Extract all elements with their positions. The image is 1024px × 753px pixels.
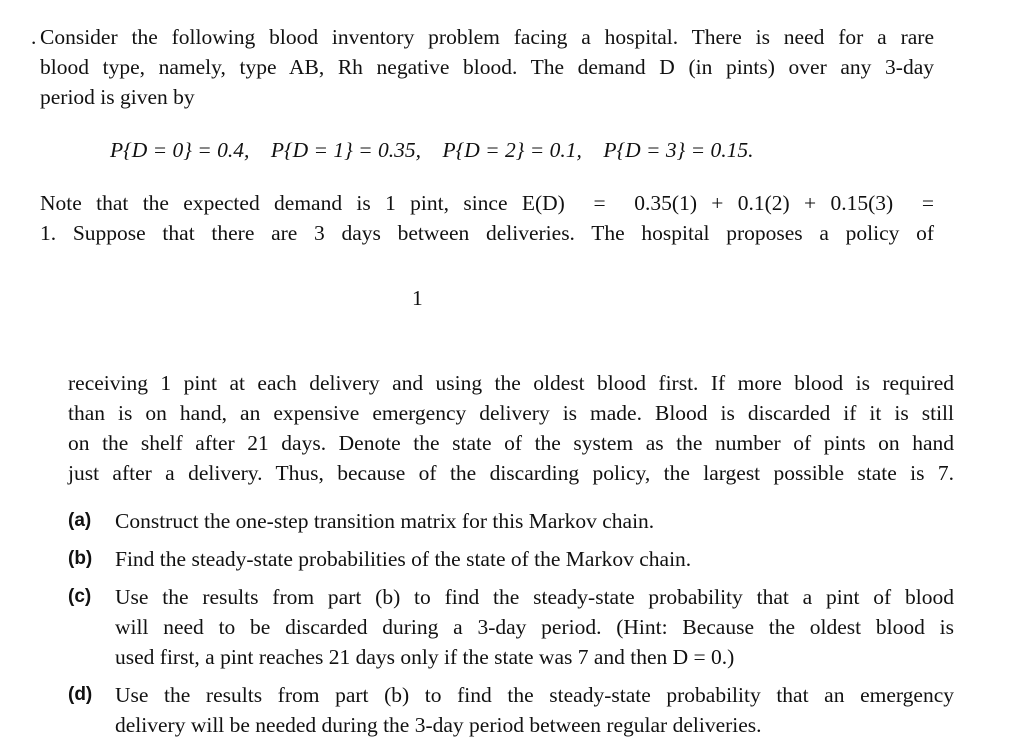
part-c-text: used first, a pint reaches 21 days only if the state was 7 and then D = 0.): [115, 645, 735, 669]
continuation-line: receiving 1 pint at each delivery and using the oldest blood first. If more blood is required: [68, 371, 954, 395]
part-c-text: Use the results from part (b) to find the steady-state probability that a pint of blood: [115, 585, 954, 609]
part-d-label: (d): [68, 684, 93, 705]
part-c-text: will need to be discarded during a 3-day period. (Hint: Because the oldest blood is: [115, 615, 954, 639]
part-d-text: delivery will be needed during the 3-day period between regular deliveries.: [115, 713, 762, 737]
part-c-label: (c): [68, 586, 92, 607]
part-d-text: Use the results from part (b) to find the steady-state probability that an emergency: [115, 683, 954, 707]
part-a-label: (a): [68, 510, 92, 531]
note-line: 1. Suppose that there are 3 days between deliveries. The hospital proposes a policy of: [40, 221, 934, 245]
part-b-text: Find the steady-state probabilities of the state of the Markov chain.: [115, 547, 692, 571]
intro-line: blood type, namely, type AB, Rh negative blood. The demand D (in pints) over any 3-day: [40, 55, 934, 79]
note-line: Note that the expected demand is 1 pint, since E(D) = 0.35(1) + 0.1(2) + 0.15(3) =: [40, 191, 934, 215]
part-a-text: Construct the one-step transition matrix for this Markov chain.: [115, 509, 655, 533]
bullet-marker: .: [31, 25, 37, 49]
page-number: 1: [412, 286, 423, 310]
continuation-line: just after a delivery. Thus, because of the discarding policy, the largest possible state is 7.: [68, 461, 954, 485]
part-b-label: (b): [68, 548, 93, 569]
continuation-line: on the shelf after 21 days. Denote the state of the system as the number of pints on hand: [68, 431, 954, 455]
intro-line: period is given by: [40, 85, 195, 109]
probability-equation: P{D = 0} = 0.4, P{D = 1} = 0.35, P{D = 2} = 0.1, P{D = 3} = 0.15.: [110, 138, 754, 162]
continuation-line: than is on hand, an expensive emergency delivery is made. Blood is discarded if it is still: [68, 401, 954, 425]
intro-line: Consider the following blood inventory problem facing a hospital. There is need for a rare: [40, 25, 934, 49]
